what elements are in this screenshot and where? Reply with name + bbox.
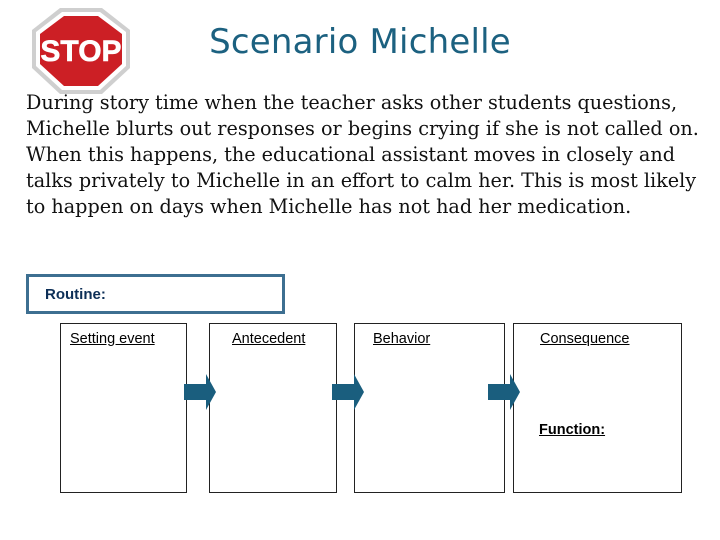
setting-event-label: Setting event (70, 331, 155, 347)
antecedent-label: Antecedent (232, 331, 306, 347)
consequence-box (513, 323, 682, 493)
consequence-label: Consequence (540, 331, 630, 347)
stop-sign-icon (30, 6, 132, 96)
arrow-right-icon (488, 372, 522, 412)
arrow-right-icon (332, 372, 366, 412)
behavior-box (354, 323, 505, 493)
setting-event-box (60, 323, 187, 493)
routine-box (26, 274, 285, 314)
routine-label: Routine: (45, 286, 106, 303)
function-label: Function: (539, 422, 606, 438)
arrow-right-icon (184, 372, 218, 412)
page-title: Scenario Michelle (209, 22, 511, 62)
scenario-text: During story time when the teacher asks other students questions, Michelle blurts out responses or begins crying if she is not called on. When this happens, the educational assistant moves in closely and talks privately to Michelle in an effort to calm her. This is most likely to happen on days when Michelle has not had her medication. (26, 91, 699, 218)
antecedent-box (209, 323, 337, 493)
behavior-label: Behavior (373, 331, 431, 347)
stop-sign-text: STOP (40, 35, 122, 68)
